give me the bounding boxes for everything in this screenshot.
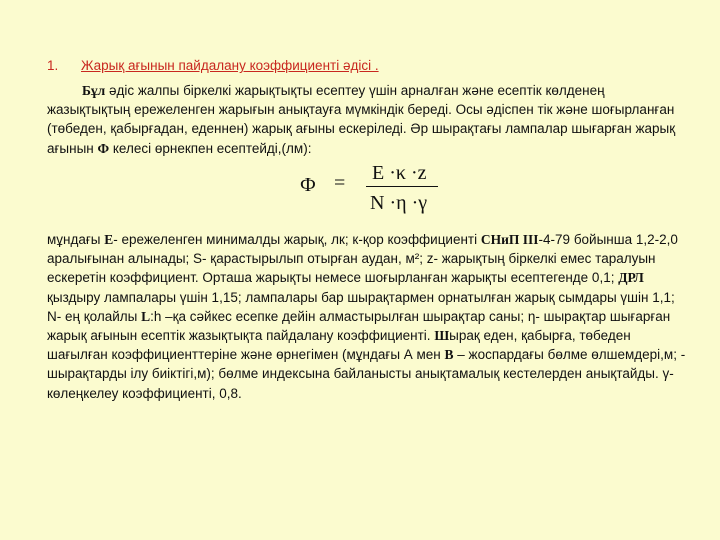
section-heading: [47, 58, 379, 73]
def-text-7: – жоспардағы бөлме өлшемдері,м; - шырақтарды ілу биіктігі,м); бөлме индексына байланысты анықтамалық кестелерден анықтайды. γ- көлеңкелеу коэффициенті, 0,8.: [47, 347, 686, 401]
formula-numerator: Е ·κ ·z: [372, 162, 427, 184]
intro-tail: келесі өрнекпен есептейді,(лм):: [109, 140, 312, 156]
heading-number: 1.: [47, 58, 59, 73]
def-text-6: ырақ еден, қабырға, төбеден шағылған коэффициенттеріне және өрнегімен (мұндағы А мен: [47, 328, 631, 363]
formula-lhs: Ф: [300, 174, 316, 196]
def-bold-4: L: [141, 308, 151, 324]
def-bold-3: ДРЛ: [618, 270, 644, 286]
formula-equals: =: [334, 172, 346, 194]
def-text-3: -4-79 бойынша 1,2-2,0 аралығынан алынады; S- қарастырылып отырған аудан, м²; z- жарықтың біркелкі емес таралуын ескеретін коэффициент. Орташа жарықты немесе шоғырланған жарықты есептегенде 0,1;: [47, 232, 678, 286]
definitions-paragraph: [47, 230, 687, 403]
formula-denominator: N ·η ·γ: [370, 192, 428, 214]
formula-fraction-bar: [366, 186, 438, 187]
def-text-2: - ережеленген минималды жарық, лк; к-қор коэффициенті: [113, 232, 481, 247]
intro-paragraph: [47, 81, 687, 158]
def-bold-5: Ш: [434, 328, 450, 344]
def-text-4: қыздыру лампалары үшін 1,15; лампалары бар шырақтармен орнатылған жарық сымдары үшін 1,1; N- ең қолайлы: [47, 289, 675, 324]
intro-text: әдіс жалпы біркелкі жарықтықты есептеу үшін арналған және есептік көлденең жазықтықтың ережеленген жарығын анықтауға мүмкіндік береді. Осы әдіспен тік және шоғырланған (төбеден, қабырғадан, еденнен) жарық ағыны ескеріледі. Әр шырақтағы лампалар шығарған жарық ағынын: [47, 83, 676, 156]
def-bold-2: СНиП ІІІ: [480, 232, 539, 247]
intro-phi-bold: Ф: [97, 140, 110, 156]
intro-lead-bold: Бұл: [82, 83, 106, 98]
def-bold-1: Е: [104, 232, 114, 247]
def-bold-6: В: [444, 347, 454, 363]
heading-text: Жарық ағынын пайдалану коэффициенті әдісі .: [81, 58, 379, 73]
def-text-1: мұндағы: [47, 232, 105, 247]
def-text-5: :h –қа сәйкес есепке дейін алмастырылған шырақтар саны; η- шырақтар шығарған жарық ағынын есептік жазықтықта пайдалану коэффициенті.: [47, 308, 671, 344]
